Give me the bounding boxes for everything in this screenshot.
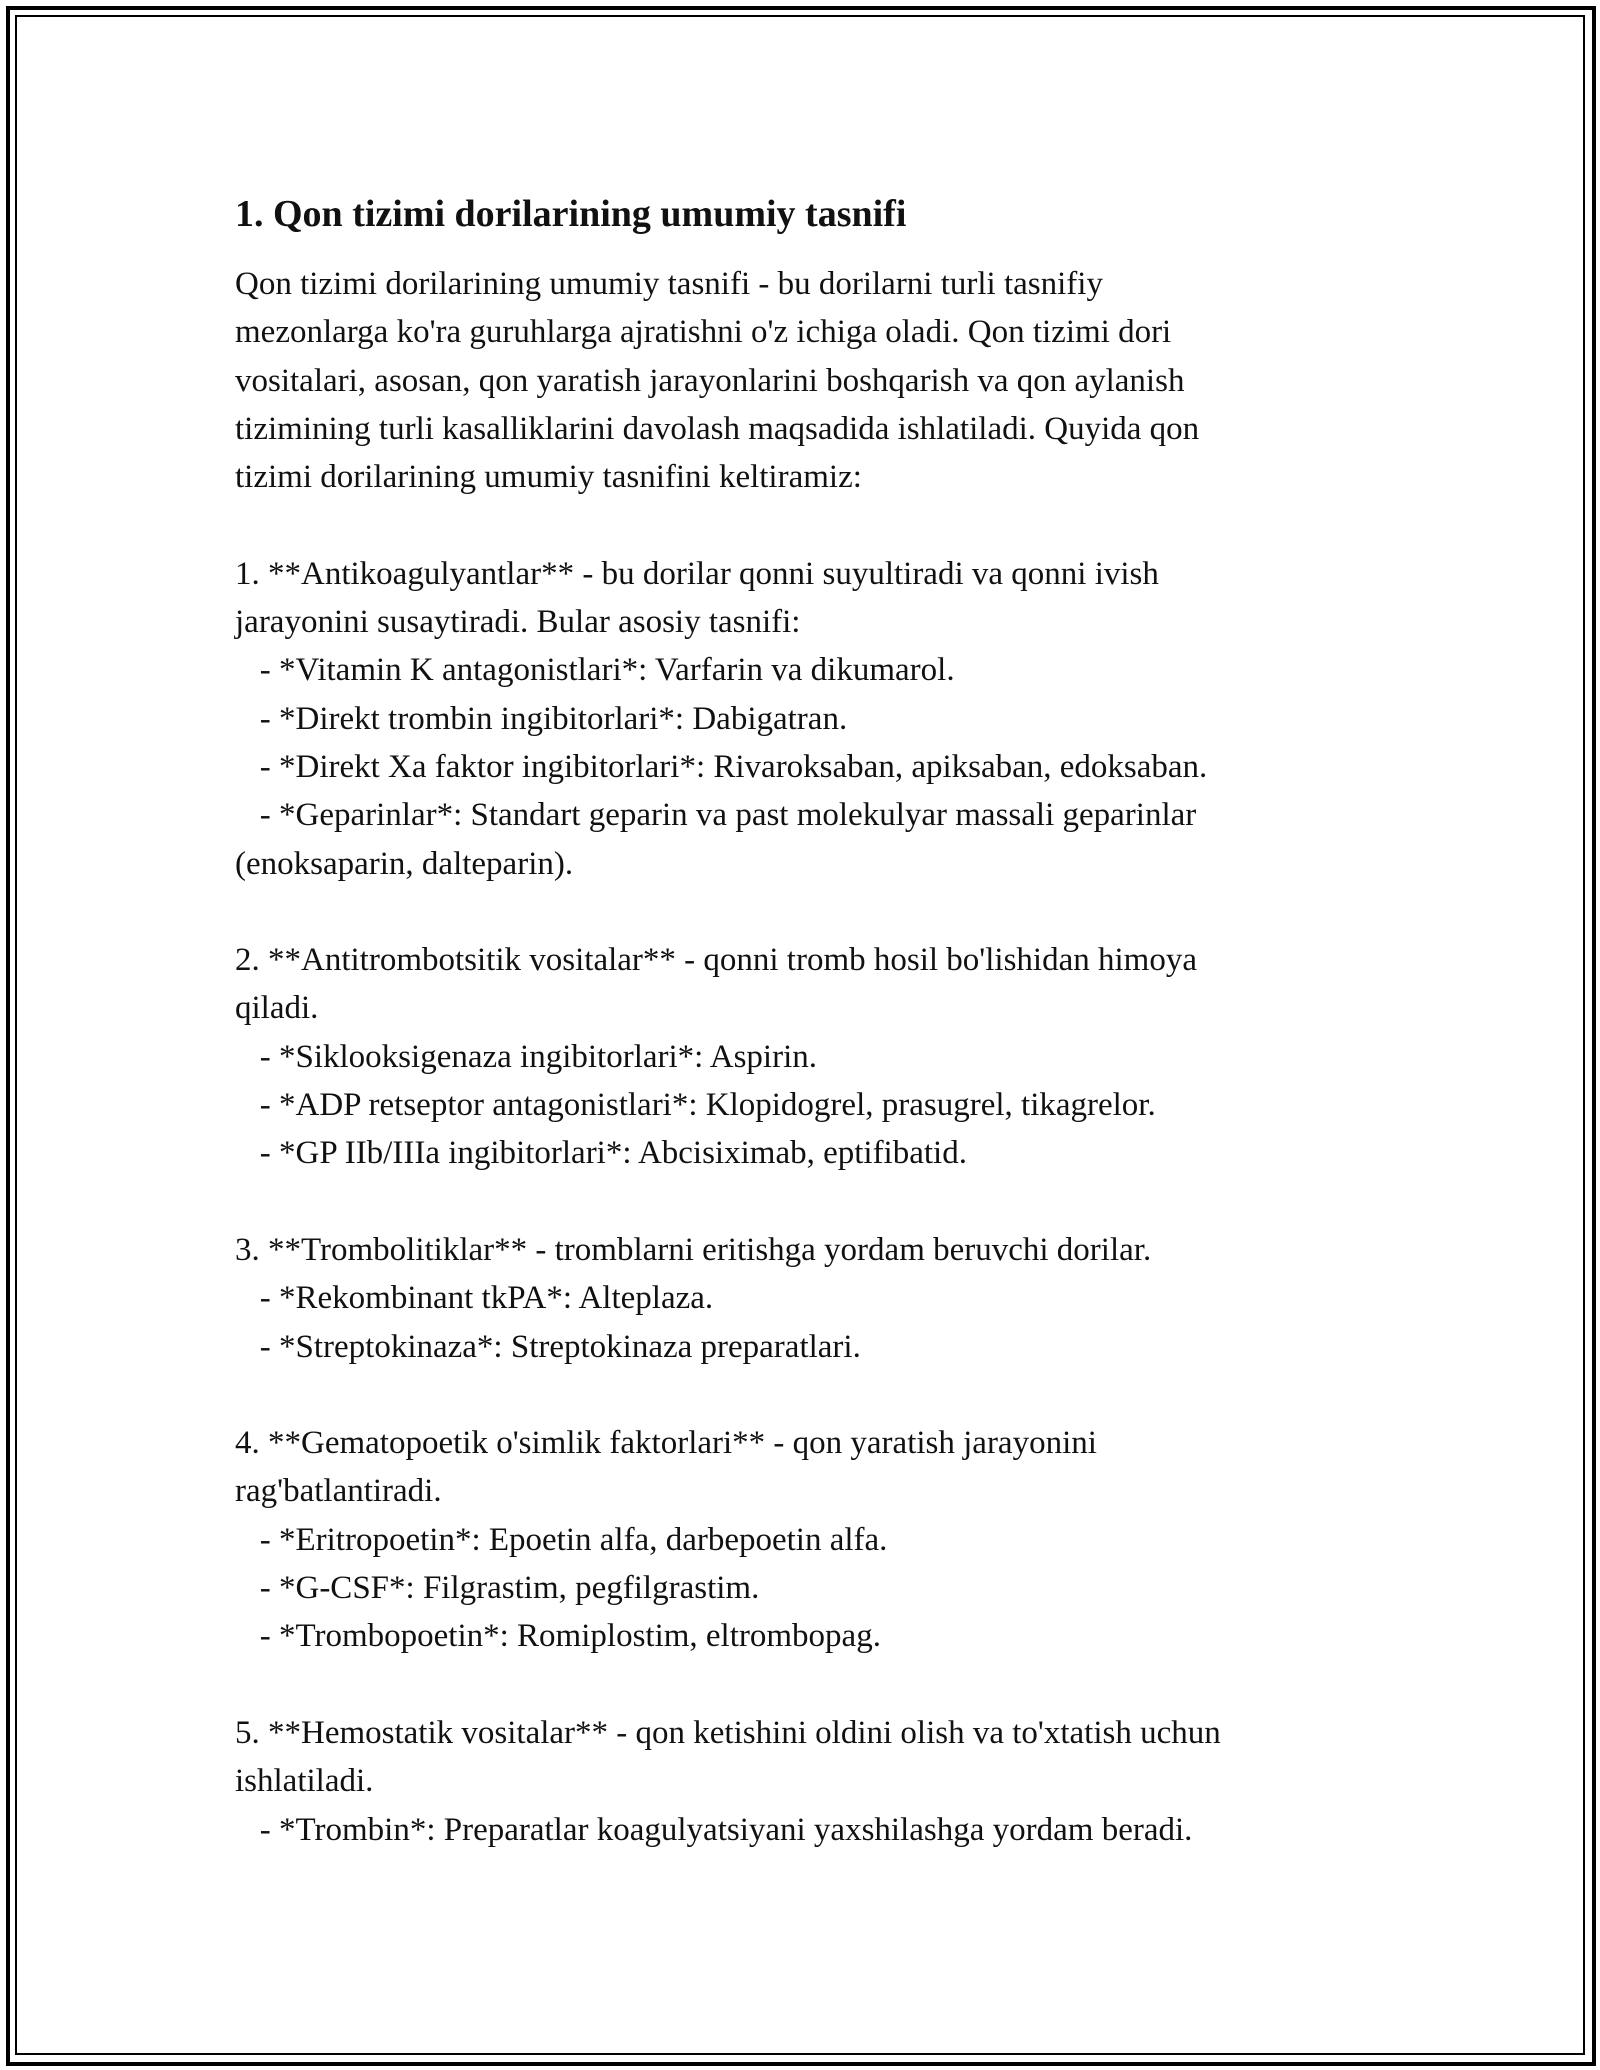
section-heading: 1. Qon tizimi dorilarining umumiy tasnifi: [235, 193, 907, 235]
text-line: 3. **Trombolitiklar** - tromblarni eritishga yordam beruvchi dorilar.: [235, 1231, 1152, 1268]
text-line: - *Rekombinant tkPA*: Alteplaza.: [235, 1280, 714, 1317]
text-line: 5. **Hemostatik vositalar** - qon ketishini oldini olish va to'xtatish uchun: [235, 1714, 1221, 1751]
text-line: - *Direkt Xa faktor ingibitorlari*: Rivaroksaban, apiksaban, edoksaban.: [235, 748, 1208, 785]
text-line: 4. **Gematopoetik o'simlik faktorlari** - qon yaratish jarayonini: [235, 1425, 1097, 1462]
text-line: - *ADP retseptor antagonistlari*: Klopidogrel, prasugrel, tikagrelor.: [235, 1087, 1156, 1124]
blank-line: [235, 501, 1375, 549]
text-line: - *Geparinlar*: Standart geparin va past molekulyar massali geparinlar: [235, 797, 1197, 834]
blank-line: [235, 1371, 1375, 1419]
text-line: (enoksaparin, dalteparin).: [235, 845, 574, 882]
text-line: - *Siklooksigenaza ingibitorlari*: Aspirin.: [235, 1038, 818, 1075]
text-line: - *G-CSF*: Filgrastim, pegfilgrastim.: [235, 1570, 760, 1607]
text-line: - *Trombopoetin*: Romiplostim, eltrombopag.: [235, 1618, 881, 1655]
text-line: tizimining turli kasalliklarini davolash maqsadida ishlatiladi. Quyida qon: [235, 410, 1200, 447]
document-content: [235, 190, 1375, 1854]
blank-line: [235, 888, 1375, 936]
text-line: Qon tizimi dorilarining umumiy tasnifi - bu dorilarni turli tasnifiy: [235, 266, 1103, 302]
text-line: - *GP IIb/IIIa ingibitorlari*: Abcisiximab, eptifibatid.: [235, 1135, 967, 1172]
text-line: 2. **Antitrombotsitik vositalar** - qonni tromb hosil bo'lishidan himoya: [235, 942, 1197, 979]
text-line: - *Streptokinaza*: Streptokinaza preparatlari.: [235, 1328, 861, 1365]
text-line: - *Eritropoetin*: Epoetin alfa, darbepoetin alfa.: [235, 1521, 888, 1558]
blank-line: [235, 1661, 1375, 1709]
text-line: - *Vitamin K antagonistlari*: Varfarin va dikumarol.: [235, 652, 955, 689]
text-line: vositalari, asosan, qon yaratish jarayonlarini boshqarish va qon aylanish: [235, 362, 1185, 399]
text-line: 1. **Antikoagulyantlar** - bu dorilar qonni suyultiradi va qonni ivish: [235, 555, 1159, 592]
text-line: mezonlarga ko'ra guruhlarga ajratishni o'z ichiga oladi. Qon tizimi dori: [235, 314, 1172, 351]
text-line: rag'batlantiradi.: [235, 1473, 442, 1510]
text-line: qiladi.: [235, 990, 319, 1027]
document-body: [235, 260, 1375, 1854]
text-line: ishlatiladi.: [235, 1763, 374, 1800]
text-line: tizimi dorilarining umumiy tasnifini keltiramiz:: [235, 459, 862, 496]
text-line: - *Direkt trombin ingibitorlari*: Dabigatran.: [235, 700, 848, 737]
blank-line: [235, 1178, 1375, 1226]
text-line: - *Trombin*: Preparatlar koagulyatsiyani yaxshilashga yordam beradi.: [235, 1811, 1193, 1848]
text-line: jarayonini susaytiradi. Bular asosiy tasnifi:: [235, 604, 801, 641]
